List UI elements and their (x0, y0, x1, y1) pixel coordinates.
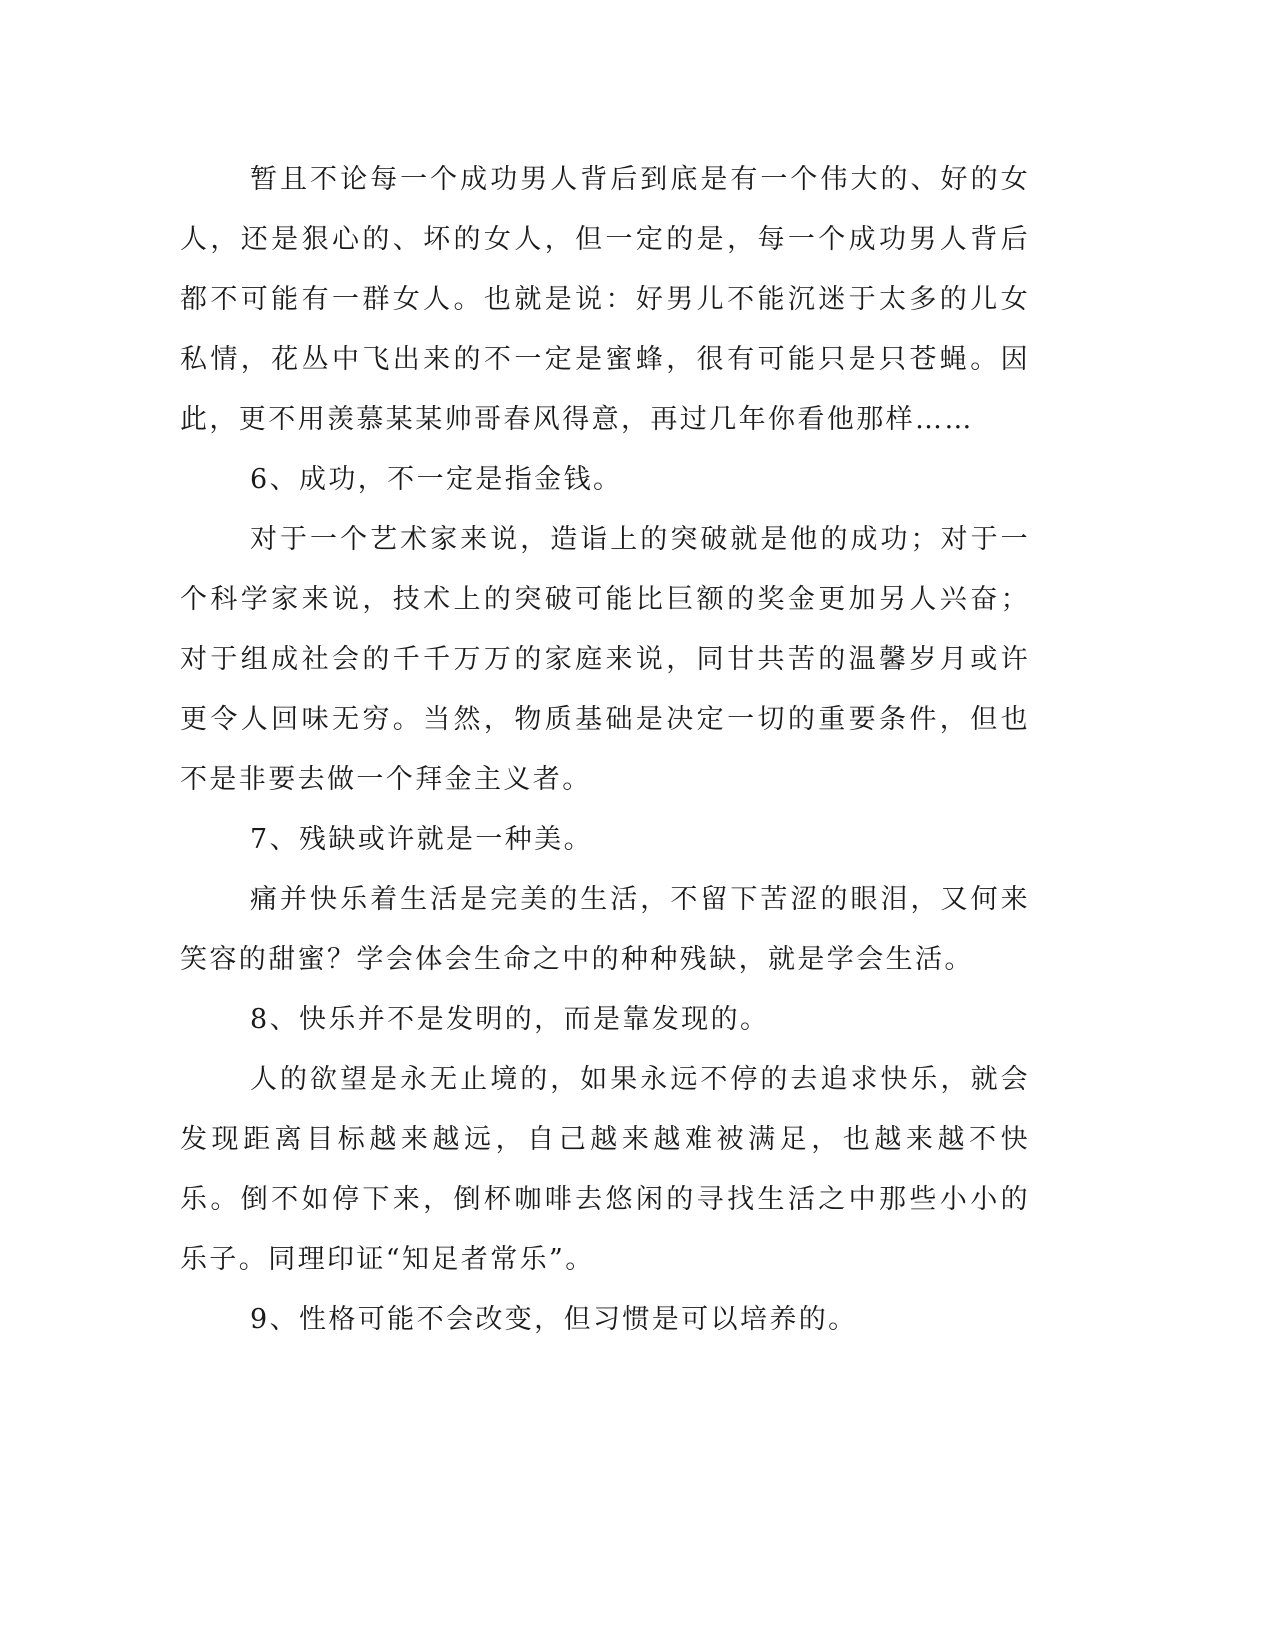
heading-item-6: 6、成功，不一定是指金钱。 (250, 464, 623, 495)
paragraph-item-8: 人的欲望是永无止境的，如果永远不停的去追求快乐，就会发现距离目标越来越远，自己越来越难被满足，也越来越不快乐。倒不如停下来，倒杯咖啡去悠闲的寻找生活之中那些小小的乐子。同理印证“知足者常乐”。 (180, 1064, 1030, 1275)
heading-item-8: 8、快乐并不是发明的，而是靠发现的。 (250, 1004, 770, 1035)
heading-item-7: 7、残缺或许就是一种美。 (250, 824, 593, 855)
paragraph-intro: 暂且不论每一个成功男人背后到底是有一个伟大的、好的女人，还是狠心的、坏的女人，但一定的是，每一个成功男人背后都不可能有一群女人。也就是说：好男儿不能沉迷于太多的儿女私情，花丛中飞出来的不一定是蜜蜂，很有可能只是只苍蝇。因此，更不用羡慕某某帅哥春风得意，再过几年你看他那样…… (180, 164, 1030, 435)
document-page (180, 150, 1030, 1350)
paragraph-item-6: 对于一个艺术家来说，造诣上的突破就是他的成功；对于一个科学家来说，技术上的突破可能比巨额的奖金更加另人兴奋；对于组成社会的千千万万的家庭来说，同甘共苦的温馨岁月或许更令人回味无穷。当然，物质基础是决定一切的重要条件，但也不是非要去做一个拜金主义者。 (180, 524, 1030, 795)
paragraph-item-7: 痛并快乐着生活是完美的生活，不留下苦涩的眼泪，又何来笑容的甜蜜？学会体会生命之中的种种残缺，就是学会生活。 (180, 884, 1030, 975)
heading-item-9: 9、性格可能不会改变，但习惯是可以培养的。 (250, 1304, 858, 1335)
